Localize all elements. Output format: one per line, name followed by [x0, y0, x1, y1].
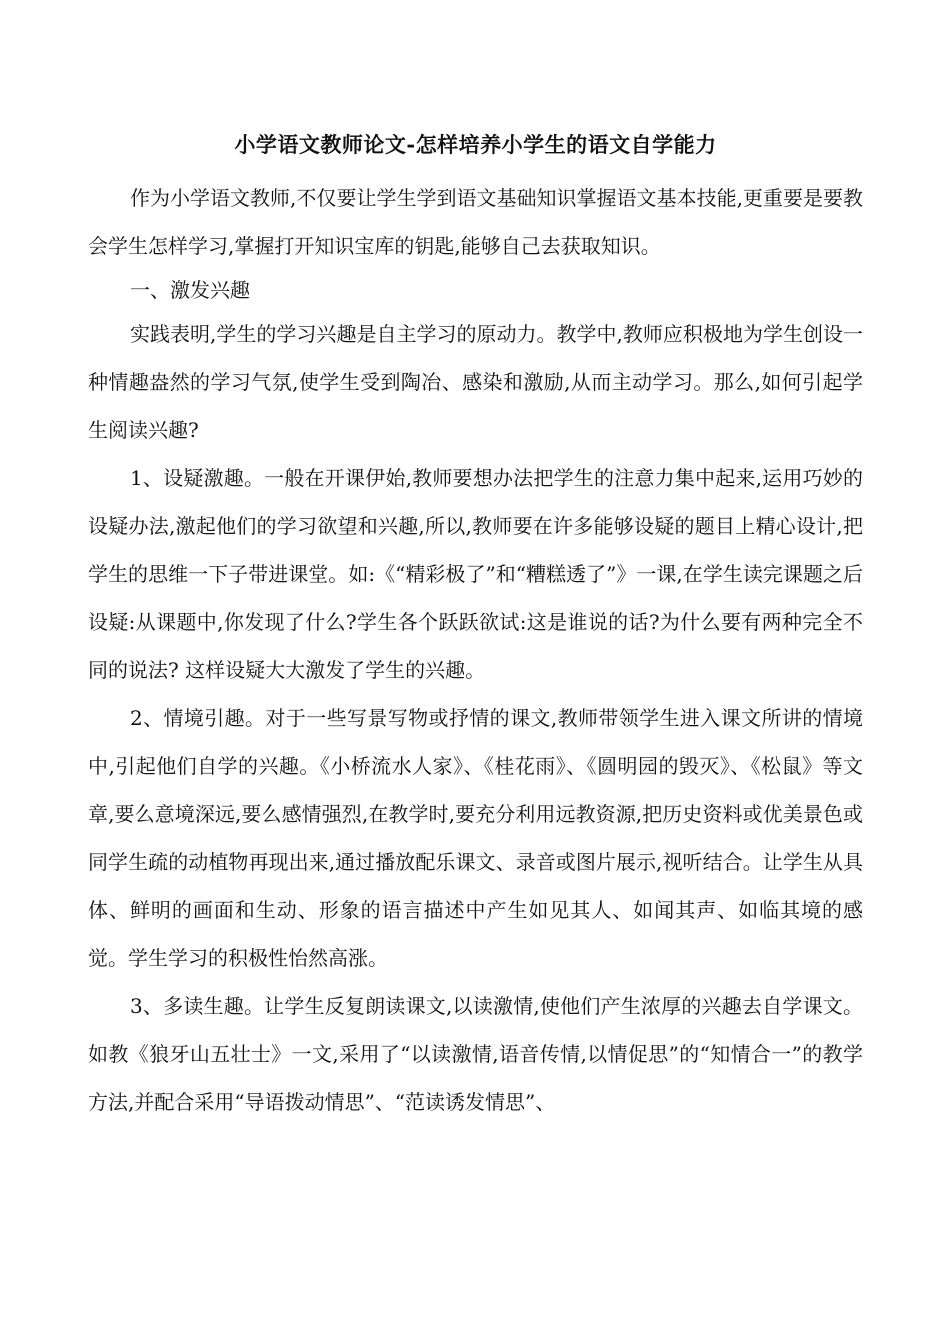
section-heading-1: 一、激发兴趣: [130, 278, 250, 302]
document-title: 小学语文教师论文-怎样培养小学生的语文自学能力: [234, 132, 717, 157]
document-page: [88, 130, 863, 1126]
paragraph-intro: 作为小学语文教师,不仅要让学生学到语文基础知识掌握语文基本技能,更重要是要教会学生怎样学习,掌握打开知识宝库的钥匙,能够自己去获取知识。: [88, 186, 863, 258]
paragraph-practice: 实践表明,学生的学习兴趣是自主学习的原动力。教学中,教师应积极地为学生创设一种情趣盎然的学习气氛,使学生受到陶冶、感染和激励,从而主动学习。那么,如何引起学生阅读兴趣?: [88, 322, 863, 442]
paragraph-item-2: 2、情境引趣。对于一些写景写物或抒情的课文,教师带领学生进入课文所讲的情境中,引起他们自学的兴趣。《小桥流水人家》、《桂花雨》、《圆明园的毁灭》、《松鼠》等文章,要么意境深远,要么感情强烈,在教学时,要充分利用远教资源,把历史资料或优美景色或同学生疏的动植物再现出来,通过播放配乐课文、录音或图片展示,视听结合。让学生从具体、鲜明的画面和生动、形象的语言描述中产生如见其人、如闻其声、如临其境的感觉。学生学习的积极性怡然高涨。: [88, 706, 863, 970]
paragraph-item-3: 3、多读生趣。让学生反复朗读课文,以读激情,使他们产生浓厚的兴趣去自学课文。如教《狼牙山五壮士》一文,采用了“以读激情,语音传情,以情促思”的“知情合一”的教学方法,并配合采用“导语拨动情思”、“范读诱发情思”、: [88, 994, 863, 1114]
paragraph-item-1: 1、设疑激趣。一般在开课伊始,教师要想办法把学生的注意力集中起来,运用巧妙的设疑办法,激起他们的学习欲望和兴趣,所以,教师要在许多能够设疑的题目上精心设计,把学生的思维一下子带进课堂。如:《“精彩极了”和“糟糕透了”》一课,在学生读完课题之后设疑:从课题中,你发现了什么?学生各个跃跃欲试:这是谁说的话?为什么要有两种完全不同的说法? 这样设疑大大激发了学生的兴趣。: [88, 466, 863, 682]
